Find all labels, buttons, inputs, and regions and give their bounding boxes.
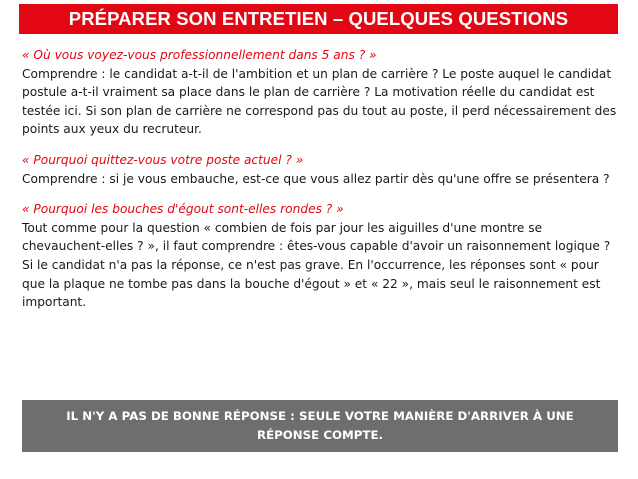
questions-content	[22, 46, 620, 324]
question-block-career-plan	[22, 46, 620, 139]
question-block-manholes	[22, 200, 620, 312]
answer-text: Comprendre : si je vous embauche, est-ce que vous allez partir dès qu'une offre se présentera ?	[22, 171, 610, 186]
answer-text: Tout comme pour la question « combien de fois par jour les aiguilles d'une montre se chevauchent-elles ? », il faut comprendre : êtes-vous capable d'avoir un raisonnement logique ? Si le candidat n'a pas la réponse, ce n'est pas grave. En l'occurrence, les réponses sont « pour que la plaque ne tombe pas dans la bouche d'égout » et « 22 », mais seul le raisonnement est important.	[22, 220, 611, 310]
question-text: « Où vous voyez-vous professionnellement dans 5 ans ? »	[22, 48, 377, 62]
question-text: « Pourquoi quittez-vous votre poste actuel ? »	[22, 152, 304, 167]
key-takeaway-box	[22, 400, 618, 452]
question-text: « Pourquoi les bouches d'égout sont-elles rondes ? »	[22, 202, 344, 217]
key-takeaway-text: IL N'Y A PAS DE BONNE RÉPONSE : SEULE VOTRE MANIÈRE D'ARRIVER À UNE RÉPONSE COMPTE.	[66, 409, 574, 442]
answer-text: Comprendre : le candidat a-t-il de l'ambition et un plan de carrière ? Le poste auquel le candidat postule a-t-il vraiment sa place dans le plan de carrière ? La motivation réelle du candidat est testée ici. Si son plan de carrière ne correspond pas du tout au poste, il perd nécessairement des points aux yeux du recruteur.	[22, 66, 617, 137]
question-block-leaving-job	[22, 151, 620, 188]
slide-title: PRÉPARER SON ENTRETIEN – QUELQUES QUESTIONS	[19, 4, 618, 34]
